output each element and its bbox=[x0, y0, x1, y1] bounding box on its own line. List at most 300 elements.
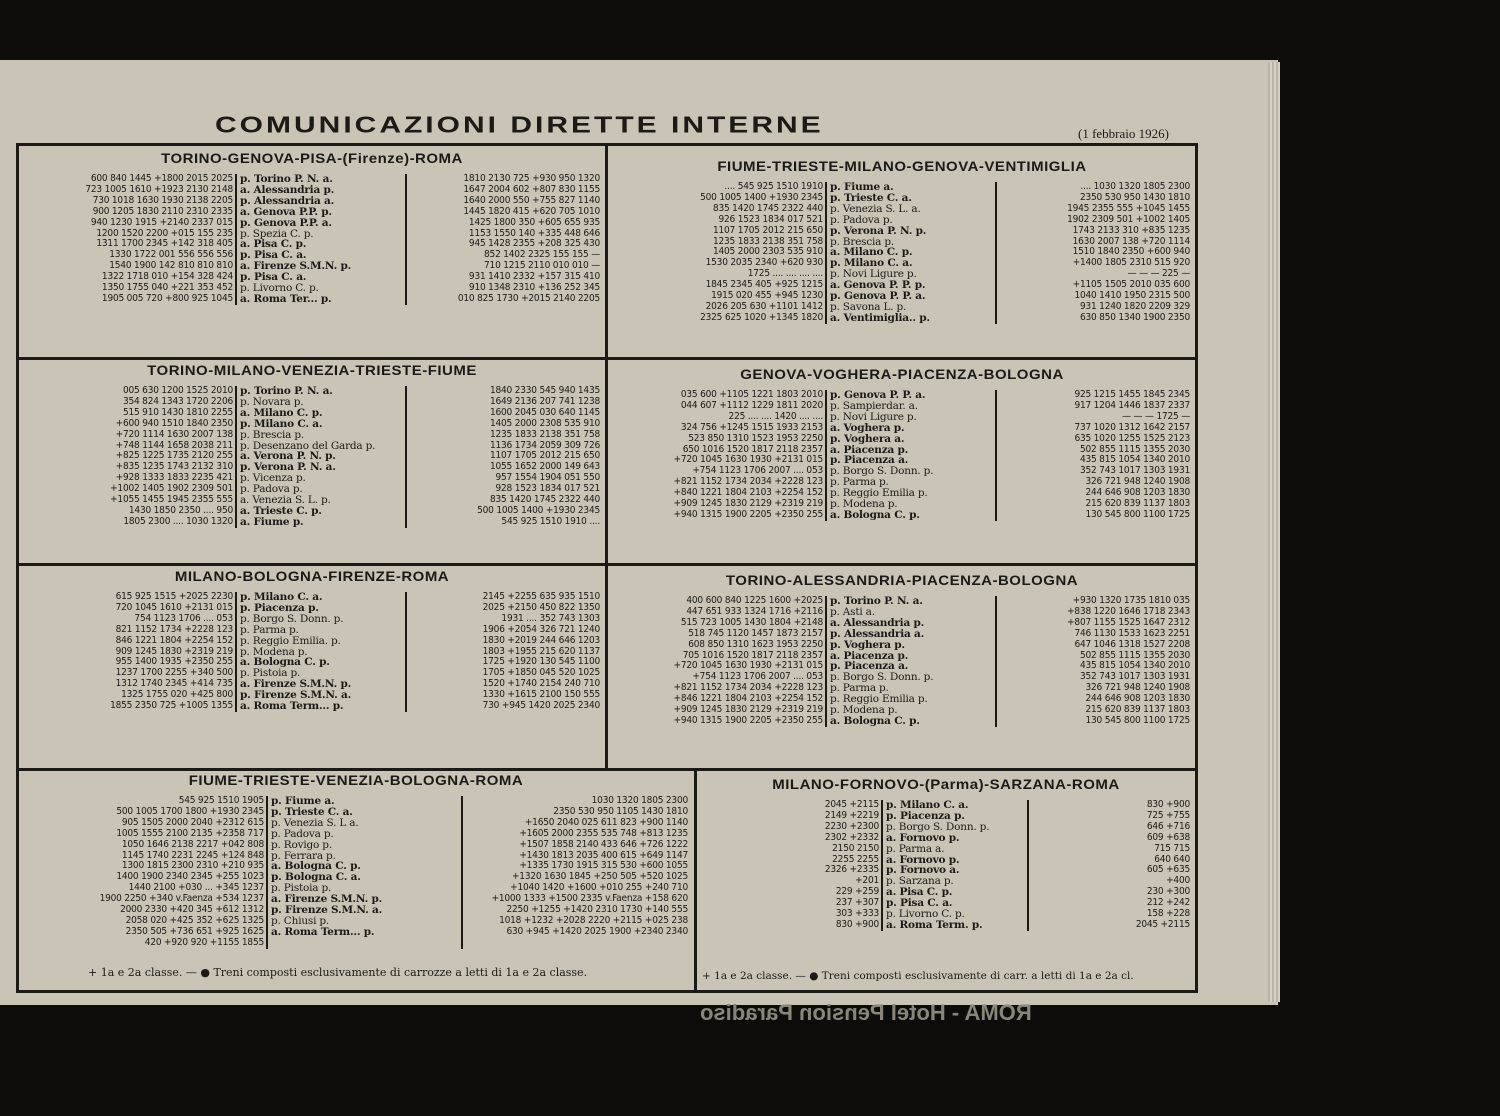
station-name: p. Verona P. N. p. bbox=[830, 224, 927, 237]
departure-times: +1055 1455 1945 2355 555 bbox=[110, 494, 233, 506]
arrival-times: 746 1130 1533 1623 2251 bbox=[996, 629, 1192, 640]
station-name: p. Torino P. N. a. bbox=[240, 173, 333, 185]
arrival-times: 1107 1705 2012 215 650 bbox=[406, 451, 602, 462]
station-alessandria bbox=[826, 629, 996, 640]
departure-times: 1430 1850 2350 .... 950 bbox=[128, 504, 233, 516]
arrival-times: 1153 1550 140 +335 448 646 bbox=[406, 229, 602, 240]
station-name: p. Pisa C. a. bbox=[240, 271, 307, 284]
station-name: p. Livorno C. p. bbox=[240, 282, 319, 295]
arrival-times: 244 646 908 1203 1830 bbox=[996, 488, 1192, 499]
section-fiume-trieste-milano-genova-ventimiglia bbox=[612, 158, 1192, 356]
table-row bbox=[22, 294, 602, 305]
arrival-times: 647 1046 1318 1527 2208 bbox=[996, 640, 1192, 651]
table-row bbox=[22, 701, 602, 712]
arrival-times: 928 1523 1834 017 521 bbox=[406, 484, 602, 495]
departure-times: 044 607 +1112 1229 1811 2020 bbox=[680, 399, 823, 411]
departure-times: 2045 +2115 bbox=[824, 799, 879, 810]
arrival-times: 715 715 bbox=[1028, 844, 1192, 855]
station-parma bbox=[236, 625, 406, 636]
station-name: p. Firenze S.M.N. a. bbox=[271, 904, 383, 917]
arrival-times: 215 620 839 1137 1803 bbox=[996, 705, 1192, 716]
arrival-times: 1840 2330 545 940 1435 bbox=[406, 386, 602, 397]
station-name: a. Milano C. p. bbox=[830, 246, 913, 259]
station-name: p. Firenze S.M.N. a. bbox=[240, 689, 352, 702]
station-name: a. Ventimiglia.. p. bbox=[830, 311, 930, 324]
arrival-times: 609 +638 bbox=[1028, 833, 1192, 844]
departure-times: +1002 1405 1902 2309 501 bbox=[110, 483, 233, 495]
arrival-times: 1520 +1740 2154 240 710 bbox=[406, 679, 602, 690]
station-ventimiglia bbox=[826, 313, 996, 324]
arrival-times: 545 925 1510 1910 .... bbox=[406, 517, 602, 528]
arrival-times: 1136 1734 2059 309 726 bbox=[406, 441, 602, 452]
departure-times: 225 .... .... 1420 .... .... bbox=[728, 410, 823, 422]
departure-times: 005 630 1200 1525 2010 bbox=[122, 385, 233, 396]
station-name: p. Savona L. p. bbox=[830, 300, 907, 313]
station-name: p. Rovigo p. bbox=[271, 838, 332, 851]
arrival-times: 1647 2004 602 +807 830 1155 bbox=[406, 185, 602, 196]
departure-times: 1845 2345 405 +925 1215 bbox=[705, 279, 823, 291]
station-name: p. Novara p. bbox=[240, 395, 304, 408]
arrival-times: 630 850 1340 1900 2350 bbox=[996, 313, 1192, 324]
station-name: p. Piacenza a. bbox=[830, 660, 909, 673]
station-name: a. Bologna C. p. bbox=[830, 508, 920, 521]
departure-times: 1405 2000 2303 535 910 bbox=[712, 246, 823, 258]
arrival-times: 931 1410 2332 +157 315 410 bbox=[406, 272, 602, 283]
departure-times: 830 +900 bbox=[835, 918, 879, 930]
arrival-times: 130 545 800 1100 1725 bbox=[996, 510, 1192, 521]
timetable bbox=[22, 796, 690, 949]
departure-times: 955 1400 1935 +2350 255 bbox=[115, 656, 233, 668]
table-row bbox=[700, 844, 1192, 855]
timetable bbox=[22, 386, 602, 528]
station-name: p. Alessandria a. bbox=[830, 627, 925, 640]
departure-times: +754 1123 1706 2007 .... 053 bbox=[692, 671, 823, 683]
arrival-times: 158 +228 bbox=[1028, 909, 1192, 920]
departure-times: +821 1152 1734 2034 +2228 123 bbox=[673, 476, 823, 488]
page-header bbox=[215, 112, 1015, 146]
departure-times: 2150 2150 bbox=[832, 842, 879, 854]
station-name: p. Pistoia p. bbox=[240, 667, 301, 680]
station-name: p. Piacenza p. bbox=[240, 601, 319, 614]
departure-times: 846 1221 1804 +2254 152 bbox=[115, 634, 233, 646]
arrival-times: — — — 1725 — bbox=[996, 412, 1192, 423]
station-name: p. Reggio Emilia. p. bbox=[240, 634, 341, 647]
arrival-times: 1640 2000 550 +755 827 1140 bbox=[406, 196, 602, 207]
station-name: p. Fiume a. bbox=[271, 795, 335, 807]
station-name: p. Padova p. bbox=[271, 827, 334, 840]
arrival-times: 1600 2045 030 640 1145 bbox=[406, 408, 602, 419]
arrival-times: 010 825 1730 +2015 2140 2205 bbox=[406, 294, 602, 305]
station- bbox=[267, 938, 462, 949]
table-row bbox=[612, 423, 1192, 434]
arrival-times: 2145 +2255 635 935 1510 bbox=[406, 592, 602, 603]
departure-times: 2326 +2335 bbox=[824, 864, 879, 876]
station-reggio-emilia bbox=[236, 636, 406, 647]
station-name: p. Parma p. bbox=[240, 623, 299, 636]
station-fiume bbox=[236, 517, 406, 528]
departure-times: 1330 1722 001 556 556 556 bbox=[109, 249, 233, 261]
station-voghera bbox=[826, 423, 996, 434]
departure-times: 303 +333 bbox=[835, 908, 879, 920]
station-name: p. Torino P. N. a. bbox=[240, 385, 333, 397]
section-torino-milano-venezia-trieste-fiume bbox=[22, 362, 602, 562]
arrival-times: +1650 2040 025 611 823 +900 1140 bbox=[462, 818, 690, 829]
station-name: p. Milano C. a. bbox=[240, 417, 323, 430]
arrival-times: 435 815 1054 1340 2010 bbox=[996, 661, 1192, 672]
departure-times: 2230 +2300 bbox=[824, 820, 879, 832]
station-genova-p-p bbox=[236, 207, 406, 218]
table-row bbox=[700, 833, 1192, 844]
station-name: p. Padova p. bbox=[830, 213, 893, 226]
departure-times: 705 1016 1520 1817 2118 2357 bbox=[682, 649, 823, 661]
arrival-times: 1649 2136 207 741 1238 bbox=[406, 397, 602, 408]
station-name: p. Pisa C. a. bbox=[240, 249, 307, 262]
departure-times: 2325 625 1020 +1345 1820 bbox=[700, 311, 823, 323]
station-genova-p-p bbox=[236, 218, 406, 229]
station-name: p. Fiume a. bbox=[830, 181, 894, 193]
section-title: TORINO-MILANO-VENEZIA-TRIESTE-FIUME bbox=[147, 362, 477, 379]
station-name: p. Genova P.P. a. bbox=[240, 216, 332, 229]
table-row bbox=[700, 920, 1192, 931]
arrival-times: 1510 1840 2350 +600 940 bbox=[996, 247, 1192, 258]
arrival-times: 1425 1800 350 +605 655 935 bbox=[406, 218, 602, 229]
section-torino-genova-pisa-roma bbox=[22, 150, 602, 355]
arrival-times: 945 1428 2355 +208 325 430 bbox=[406, 239, 602, 250]
station-name: a. Alessandria p. bbox=[240, 183, 335, 196]
departure-times: 1311 1700 2345 +142 318 405 bbox=[96, 238, 233, 250]
station-name: p. Pisa C. a. bbox=[886, 897, 953, 910]
arrival-times: 1803 +1955 215 620 1137 bbox=[406, 647, 602, 658]
arrival-times: 1931 .... 352 743 1303 bbox=[406, 614, 602, 625]
departure-times: 730 1018 1630 1930 2138 2205 bbox=[92, 194, 233, 206]
departure-times: 518 745 1120 1457 1873 2157 bbox=[688, 627, 823, 639]
section-fiume-trieste-venezia-bologna-roma bbox=[22, 772, 690, 964]
station-name: a. Trieste C. p. bbox=[240, 504, 322, 517]
station-name: p. Piacenza a. bbox=[830, 454, 909, 467]
table-row bbox=[612, 716, 1192, 727]
arrival-times: 917 1204 1446 1837 2337 bbox=[996, 401, 1192, 412]
station-name: p. Reggio Emilia p. bbox=[830, 693, 928, 706]
departure-times: 1300 1815 2300 2310 +210 935 bbox=[121, 860, 264, 872]
departure-times: 354 824 1343 1720 2206 bbox=[122, 395, 233, 407]
station-name: p. Genova P. P. a. bbox=[830, 290, 926, 303]
departure-times: +940 1315 1900 2205 +2350 255 bbox=[673, 508, 823, 520]
station-name: p. Modena p. bbox=[240, 645, 308, 658]
table-row bbox=[612, 215, 1192, 226]
departure-times: +201 bbox=[855, 875, 879, 887]
departure-times: 1855 2350 725 +1005 1355 bbox=[110, 700, 233, 712]
station-name: p. Borgo S. Donn. p. bbox=[240, 612, 344, 625]
departure-times: +600 940 1510 1840 2350 bbox=[115, 417, 233, 429]
departure-times: 1915 020 455 +945 1230 bbox=[711, 290, 823, 302]
station-padova bbox=[826, 215, 996, 226]
station-name: a. Genova P. P. p. bbox=[830, 279, 926, 292]
arrival-times: 1030 1320 1805 2300 bbox=[462, 796, 690, 807]
departure-times: +909 1245 1830 2129 +2319 219 bbox=[673, 498, 823, 510]
arrival-times: 500 1005 1400 +1930 2345 bbox=[406, 506, 602, 517]
arrival-times: 605 +635 bbox=[1028, 865, 1192, 876]
table-row bbox=[22, 419, 602, 430]
station-name: p. Chiusi p. bbox=[271, 914, 330, 927]
table-row bbox=[22, 207, 602, 218]
departure-times: 1540 1900 142 810 810 810 bbox=[109, 260, 233, 272]
arrival-times: — — — 225 — bbox=[996, 269, 1192, 280]
departure-times: 2058 020 +425 352 +625 1325 bbox=[125, 914, 264, 926]
station-name: a. Bologna C. p. bbox=[240, 656, 330, 669]
arrival-times: 1902 2309 501 +1002 1405 bbox=[996, 215, 1192, 226]
arrival-times: +1040 1420 +1600 +010 255 +240 710 bbox=[462, 883, 690, 894]
departure-times: 447 651 933 1324 1716 +2116 bbox=[686, 605, 823, 617]
arrival-times: 910 1348 2310 +136 252 345 bbox=[406, 283, 602, 294]
arrival-times: 1040 1410 1950 2315 500 bbox=[996, 291, 1192, 302]
station-bologna-c bbox=[826, 716, 996, 727]
arrival-times: 1405 2000 2308 535 910 bbox=[406, 419, 602, 430]
station-roma-term bbox=[882, 920, 1028, 931]
arrival-times: 725 +755 bbox=[1028, 811, 1192, 822]
departure-times: +720 1114 1630 2007 138 bbox=[115, 428, 233, 440]
station-name: p. Milano C. a. bbox=[886, 799, 969, 811]
station-milano-c bbox=[236, 419, 406, 430]
station-name: p. Borgo S. Donn. p. bbox=[830, 465, 934, 478]
station-name: a. Piacenza p. bbox=[830, 649, 909, 662]
departure-times: 2255 2255 bbox=[832, 853, 879, 865]
arrival-times: 212 +242 bbox=[1028, 898, 1192, 909]
arrival-times: 244 646 908 1203 1830 bbox=[996, 694, 1192, 705]
bleed-through-text: ROMA - Hotel Pension Paradiso bbox=[700, 1000, 1032, 1025]
departure-times: 1400 1900 2340 2345 +255 1023 bbox=[116, 871, 264, 883]
table-row bbox=[612, 629, 1192, 640]
station-rovigo bbox=[267, 840, 462, 851]
arrival-times: 1330 +1615 2100 150 555 bbox=[406, 690, 602, 701]
arrival-times: 830 +900 bbox=[1028, 800, 1192, 811]
table-row bbox=[22, 625, 602, 636]
arrival-times: 957 1554 1904 051 550 bbox=[406, 473, 602, 484]
station-name: p. Sarzana p. bbox=[886, 875, 954, 888]
arrival-times: 2350 530 950 1105 1430 1810 bbox=[462, 807, 690, 818]
departure-times: +754 1123 1706 2007 .... 053 bbox=[692, 465, 823, 477]
arrival-times bbox=[462, 938, 690, 949]
section-title: GENOVA-VOGHERA-PIACENZA-BOLOGNA bbox=[740, 366, 1064, 383]
table-row bbox=[612, 313, 1192, 324]
section-milano-fornovo-sarzana-roma bbox=[700, 776, 1192, 964]
station-name: p. Reggio Emilia p. bbox=[830, 487, 928, 500]
station-name: a. Bologna C. p. bbox=[271, 860, 361, 873]
station-name: a. Bologna C. p. bbox=[830, 714, 920, 727]
station-name: p. Modena p. bbox=[830, 704, 898, 717]
arrival-times: 1445 1820 415 +620 705 1010 bbox=[406, 207, 602, 218]
station-name: a. Piacenza p. bbox=[830, 443, 909, 456]
station-name: p. Milano C. a. bbox=[240, 591, 323, 603]
station-name: a. Voghera p. bbox=[830, 421, 905, 434]
arrival-times: 1810 2130 725 +930 950 1320 bbox=[406, 174, 602, 185]
station-name: a. Fornovo p. bbox=[886, 831, 960, 844]
station-name: p. Voghera a. bbox=[830, 432, 905, 445]
departure-times: 400 600 840 1225 1600 +2025 bbox=[686, 595, 823, 606]
station-name: p. Parma p. bbox=[830, 682, 889, 695]
table-row bbox=[22, 938, 690, 949]
arrival-times: +1320 1630 1845 +250 505 +520 1025 bbox=[462, 872, 690, 883]
arrival-times: 1725 +1920 130 545 1100 bbox=[406, 657, 602, 668]
row-divider bbox=[19, 563, 1195, 566]
arrival-times: 1235 1833 2138 351 758 bbox=[406, 430, 602, 441]
arrival-times: +807 1155 1525 1647 2312 bbox=[996, 618, 1192, 629]
table-row bbox=[22, 218, 602, 229]
departure-times: 545 925 1510 1905 bbox=[178, 795, 264, 806]
page-edge bbox=[1268, 62, 1280, 1002]
departure-times: +909 1245 1830 2129 +2319 219 bbox=[673, 704, 823, 716]
departure-times: 1107 1705 2012 215 650 bbox=[712, 224, 823, 236]
departure-times: 905 1505 2000 2040 +2312 615 bbox=[121, 816, 264, 828]
row-divider bbox=[19, 357, 1195, 360]
departure-times: 035 600 +1105 1221 1803 2010 bbox=[680, 389, 823, 400]
arrival-times: 640 640 bbox=[1028, 855, 1192, 866]
station-name: a. Roma Term. p. bbox=[886, 918, 983, 931]
station-roma-term bbox=[267, 927, 462, 938]
departure-times: 229 +259 bbox=[835, 886, 879, 898]
departure-times: 1200 1520 2200 +015 155 235 bbox=[96, 227, 233, 239]
station-roma-term bbox=[236, 701, 406, 712]
arrival-times: .... 1030 1320 1805 2300 bbox=[996, 182, 1192, 193]
arrival-times: +1605 2000 2355 535 748 +813 1235 bbox=[462, 829, 690, 840]
section-title: FIUME-TRIESTE-MILANO-GENOVA-VENTIMIGLIA bbox=[717, 158, 1087, 175]
arrival-times: 630 +945 +1420 2025 1900 +2340 2340 bbox=[462, 927, 690, 938]
departure-times: 1050 1646 2138 2217 +042 808 bbox=[121, 838, 264, 850]
arrival-times: 835 1420 1745 2322 440 bbox=[406, 495, 602, 506]
arrival-times: 352 743 1017 1303 1931 bbox=[996, 466, 1192, 477]
departure-times: 1237 1700 2255 +340 500 bbox=[115, 667, 233, 679]
station-name: a. Firenze S.M.N. p. bbox=[240, 260, 352, 273]
departure-times: 1005 1555 2100 2135 +2358 717 bbox=[116, 827, 264, 839]
station-name: a. Alessandria p. bbox=[830, 616, 925, 629]
arrival-times: +838 1220 1646 1718 2343 bbox=[996, 607, 1192, 618]
arrival-times: +1400 1805 2310 515 920 bbox=[996, 258, 1192, 269]
station-name: p. Sampierdar. a. bbox=[830, 399, 918, 412]
arrival-times: 925 1215 1455 1845 2345 bbox=[996, 390, 1192, 401]
station-name: p. Parma a. bbox=[886, 842, 945, 855]
departure-times: 1322 1718 010 +154 328 424 bbox=[101, 271, 233, 283]
departure-times: 2026 205 630 +1101 1412 bbox=[705, 300, 823, 312]
station-name: p. Fornovo a. bbox=[886, 864, 960, 877]
arrival-times: 1018 +1232 +2028 2220 +2115 +025 238 bbox=[462, 916, 690, 927]
station-name: a. Fiume p. bbox=[240, 515, 304, 528]
table-row bbox=[22, 430, 602, 441]
timetable bbox=[22, 592, 602, 712]
departure-times: +748 1144 1658 2038 211 bbox=[115, 439, 233, 451]
arrival-times: 2250 +1255 +1420 2310 1730 +140 555 bbox=[462, 905, 690, 916]
arrival-times: +400 bbox=[1028, 876, 1192, 887]
station-name: p. Venezia S. L a. bbox=[271, 816, 359, 829]
arrival-times: 352 743 1017 1303 1931 bbox=[996, 672, 1192, 683]
arrival-times: 1945 2355 555 +1045 1455 bbox=[996, 204, 1192, 215]
station-verona-p-n bbox=[826, 226, 996, 237]
station-name: p. Pistoia p. bbox=[271, 882, 332, 895]
station-name: a. Roma Term... p. bbox=[271, 925, 375, 938]
station-name: p. Livorno C. p. bbox=[886, 908, 965, 921]
station-name: p. Novi Ligure p. bbox=[830, 410, 917, 423]
station-name: a. Pisa C. p. bbox=[240, 238, 307, 251]
station-name: p. Vicenza p. bbox=[240, 472, 306, 485]
arrival-times: 230 +300 bbox=[1028, 887, 1192, 898]
departure-times: 2302 +2332 bbox=[824, 831, 879, 843]
arrival-times: 852 1402 2325 155 155 — bbox=[406, 250, 602, 261]
departure-times: +821 1152 1734 2034 +2228 123 bbox=[673, 682, 823, 694]
station-name: p. Asti a. bbox=[830, 605, 875, 618]
departure-times: 1725 .... .... .... .... bbox=[747, 268, 823, 280]
station-roma-ter bbox=[236, 294, 406, 305]
departure-times: 926 1523 1834 017 521 bbox=[718, 213, 823, 225]
arrival-times: 326 721 948 1240 1908 bbox=[996, 477, 1192, 488]
station-name: p. Desenzano del Garda p. bbox=[240, 439, 376, 452]
departure-times: 940 1230 1915 +2140 2337 015 bbox=[90, 216, 233, 228]
departure-times: 909 1245 1830 +2319 219 bbox=[115, 645, 233, 657]
station-name: p. Voghera p. bbox=[830, 638, 905, 651]
departure-times: 515 723 1005 1430 1804 +2148 bbox=[680, 616, 823, 628]
departure-times: 608 850 1310 1623 1953 2250 bbox=[688, 638, 823, 650]
station-name: p. Brescia p. bbox=[240, 428, 305, 441]
station-name: p. Padova p. bbox=[240, 483, 303, 496]
departure-times: +720 1045 1630 1930 +2131 015 bbox=[673, 660, 823, 672]
column-divider-lower bbox=[694, 770, 697, 990]
departure-times: +846 1221 1804 2103 +2254 152 bbox=[673, 693, 823, 705]
station-name: a. Verona P. N. p. bbox=[240, 450, 336, 463]
column-divider bbox=[605, 146, 608, 770]
departure-times: 420 +920 920 +1155 1855 bbox=[144, 936, 264, 948]
arrival-times: 215 620 839 1137 1803 bbox=[996, 499, 1192, 510]
timetable bbox=[612, 182, 1192, 324]
station-parma bbox=[882, 844, 1028, 855]
station-name: p. Torino P. N. a. bbox=[830, 595, 923, 607]
departure-times: 720 1045 1610 +2131 015 bbox=[115, 601, 233, 613]
arrival-times: 1830 +2019 244 646 1203 bbox=[406, 636, 602, 647]
section-title: TORINO-GENOVA-PISA-(Firenze)-ROMA bbox=[161, 150, 463, 167]
station-name: p. Borgo S. Donn. p. bbox=[886, 820, 990, 833]
timetable bbox=[22, 174, 602, 305]
arrival-times: 635 1020 1255 1525 2123 bbox=[996, 434, 1192, 445]
table-row bbox=[22, 840, 690, 851]
departure-times: 650 1016 1520 1817 2118 2357 bbox=[682, 443, 823, 455]
page-date: (1 febbraio 1926) bbox=[1078, 126, 1169, 141]
arrival-times: 2025 +2150 450 822 1350 bbox=[406, 603, 602, 614]
arrival-times: 1630 2007 138 +720 1114 bbox=[996, 237, 1192, 248]
departure-times: 515 910 1430 1810 2255 bbox=[122, 406, 233, 418]
arrival-times: +1105 1505 2010 035 600 bbox=[996, 280, 1192, 291]
station-name: p. Trieste C. a. bbox=[830, 191, 912, 204]
timetable bbox=[612, 390, 1192, 521]
departure-times: .... 545 925 1510 1910 bbox=[724, 181, 823, 192]
departure-times: 2000 2330 +420 345 +612 1312 bbox=[120, 904, 264, 916]
arrival-times: 1906 +2054 326 721 1240 bbox=[406, 625, 602, 636]
departure-times: 723 1005 1610 +1923 2130 2148 bbox=[85, 183, 233, 195]
table-row bbox=[22, 636, 602, 647]
station-brescia bbox=[236, 430, 406, 441]
departure-times: 324 756 +1245 1515 1933 2153 bbox=[680, 421, 823, 433]
table-row bbox=[22, 829, 690, 840]
station-name: a. Firenze S.M.N. p. bbox=[271, 893, 383, 906]
departure-times: 900 1205 1830 2110 2310 2335 bbox=[92, 205, 233, 217]
arrival-times: 2350 530 950 1430 1810 bbox=[996, 193, 1192, 204]
station-name: a. Roma Term... p. bbox=[240, 700, 344, 713]
departure-times: 1905 005 720 +800 925 1045 bbox=[101, 292, 233, 304]
table-row bbox=[22, 517, 602, 528]
station-padova bbox=[267, 829, 462, 840]
arrival-times: 1705 +1850 045 520 1025 bbox=[406, 668, 602, 679]
departure-times: 1350 1755 040 +221 353 452 bbox=[101, 282, 233, 294]
departure-times: 821 1152 1734 +2228 123 bbox=[115, 623, 233, 635]
station-name: p. Milano C. a. bbox=[830, 257, 913, 270]
arrival-times: 730 +945 1420 2025 2340 bbox=[406, 701, 602, 712]
station-bologna-c bbox=[826, 510, 996, 521]
arrival-times: 502 855 1115 1355 2030 bbox=[996, 651, 1192, 662]
